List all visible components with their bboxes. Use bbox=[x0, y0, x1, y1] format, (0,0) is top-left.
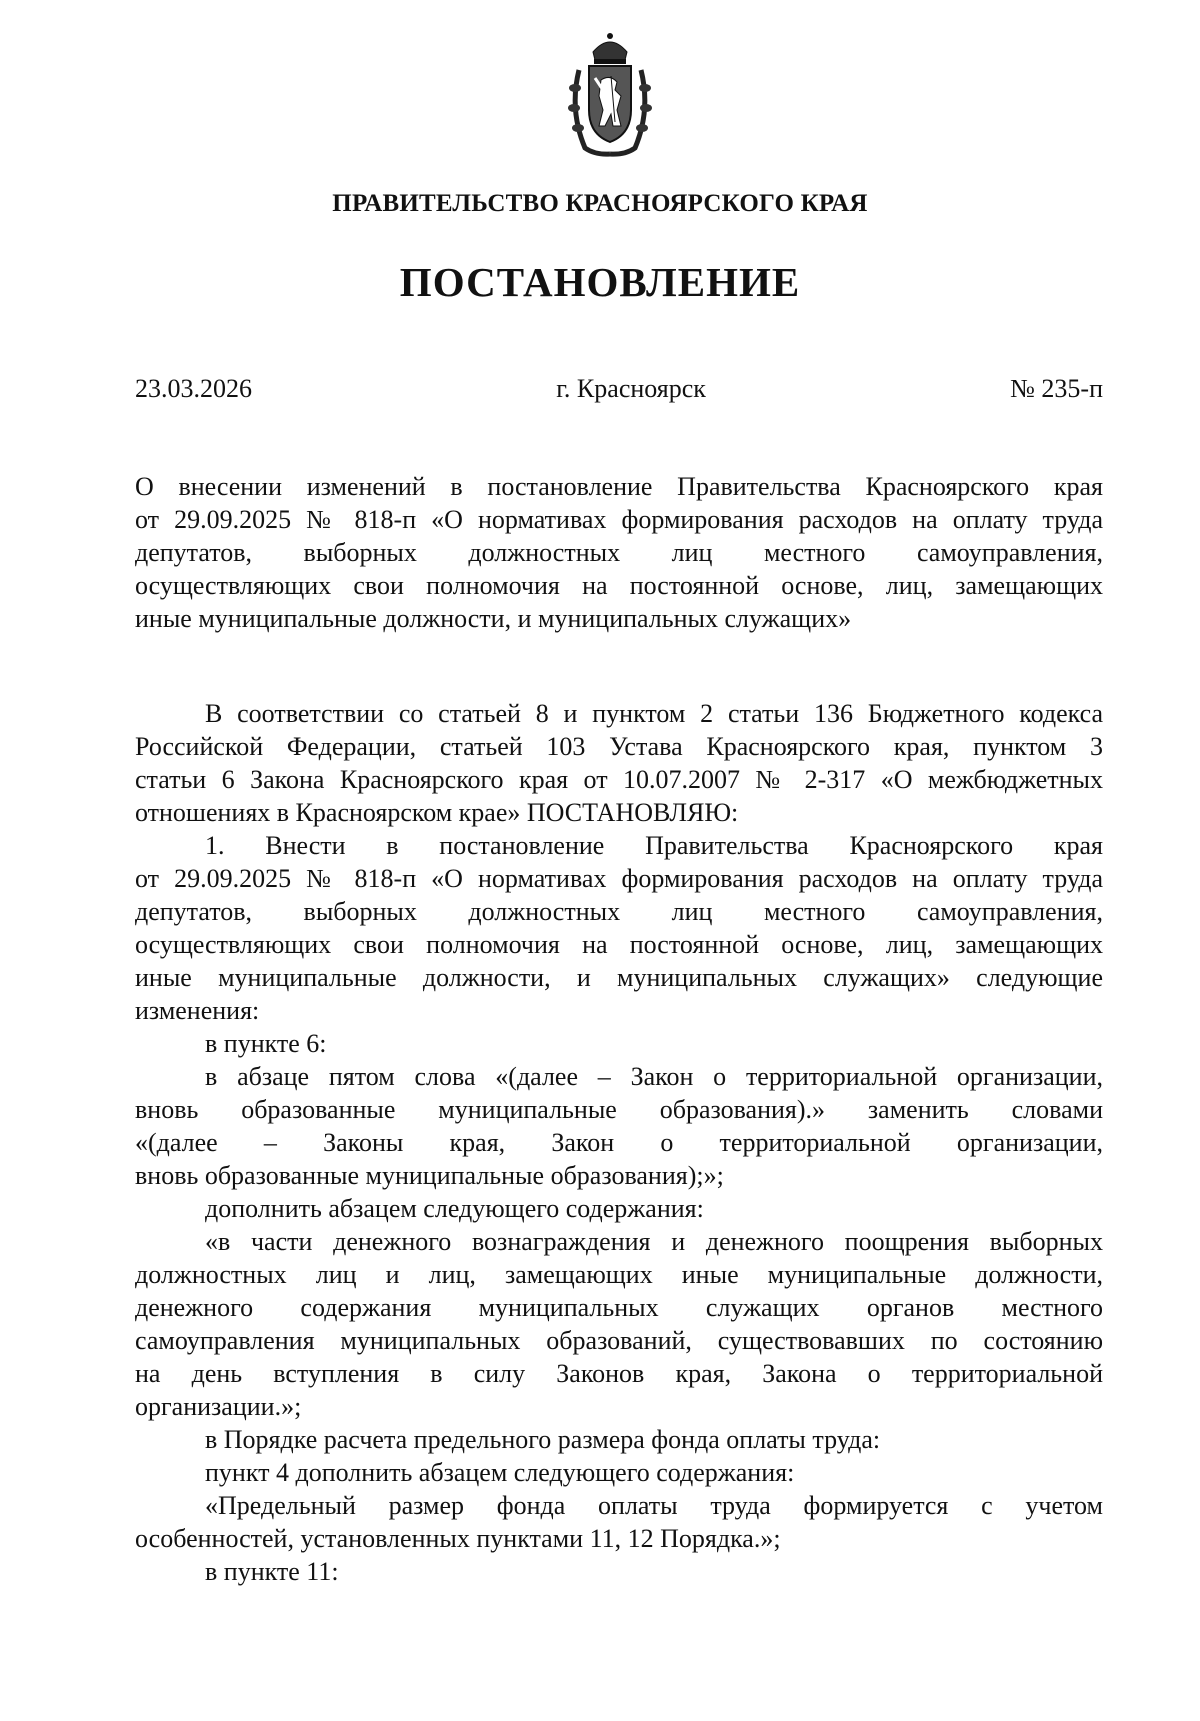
organization-title: ПРАВИТЕЛЬСТВО КРАСНОЯРСКОГО КРАЯ bbox=[332, 190, 868, 217]
document-subject bbox=[135, 470, 1103, 635]
body-line: В соответствии со статьей 8 и пунктом 2 статьи 136 Бюджетного кодекса bbox=[205, 699, 1103, 728]
body-line: должностных лиц и лиц, замещающих иные муниципальные должности, bbox=[135, 1260, 1103, 1289]
body-line: депутатов, выборных должностных лиц местного самоуправления, bbox=[135, 897, 1103, 926]
body-line: на день вступления в силу Законов края, Закона о территориальной bbox=[135, 1359, 1103, 1388]
document-number: № 235-п bbox=[1010, 374, 1103, 403]
subject-line: иные муниципальные должности, и муниципальных служащих» bbox=[135, 604, 852, 633]
body-line: «Предельный размер фонда оплаты труда формируется с учетом bbox=[205, 1491, 1103, 1520]
body-line: особенностей, установленных пунктами 11, 12 Порядка.»; bbox=[135, 1524, 781, 1553]
body-line: отношениях в Красноярском крае» ПОСТАНОВЛЯЮ: bbox=[135, 798, 739, 827]
body-line: от 29.09.2025 № 818-п «О нормативах формирования расходов на оплату труда bbox=[135, 864, 1103, 893]
body-line: вновь образованные муниципальные образования).» заменить словами bbox=[135, 1095, 1103, 1124]
body-line: денежного содержания муниципальных служащих органов местного bbox=[135, 1293, 1103, 1322]
document-meta bbox=[135, 374, 1103, 404]
subject-line: депутатов, выборных должностных лиц местного самоуправления, bbox=[135, 538, 1103, 567]
body-line: пункт 4 дополнить абзацем следующего содержания: bbox=[205, 1458, 795, 1487]
body-line: статьи 6 Закона Красноярского края от 10.07.2007 № 2-317 «О межбюджетных bbox=[135, 765, 1103, 794]
body-line: в Порядке расчета предельного размера фонда оплаты труда: bbox=[205, 1425, 881, 1454]
subject-line: осуществляющих свои полномочия на постоянной основе, лиц, замещающих bbox=[135, 571, 1103, 600]
body-line: в пункте 6: bbox=[205, 1029, 327, 1058]
document-date: 23.03.2026 bbox=[135, 374, 252, 403]
body-line: в абзаце пятом слова «(далее – Закон о территориальной организации, bbox=[205, 1062, 1103, 1091]
body-line: Российской Федерации, статьей 103 Устава Красноярского края, пунктом 3 bbox=[135, 732, 1103, 761]
subject-line: от 29.09.2025 № 818-п «О нормативах формирования расходов на оплату труда bbox=[135, 505, 1103, 534]
body-line: самоуправления муниципальных образований, существовавших по состоянию bbox=[135, 1326, 1103, 1355]
document-city: г. Красноярск bbox=[556, 374, 706, 403]
body-line: осуществляющих свои полномочия на постоянной основе, лиц, замещающих bbox=[135, 930, 1103, 959]
body-line: «в части денежного вознаграждения и денежного поощрения выборных bbox=[205, 1227, 1103, 1256]
body-line: «(далее – Законы края, Закон о территориальной организации, bbox=[135, 1128, 1103, 1157]
body-line: организации.»; bbox=[135, 1392, 302, 1421]
body-line: в пункте 11: bbox=[205, 1557, 339, 1586]
body-line: изменения: bbox=[135, 996, 260, 1025]
subject-line: О внесении изменений в постановление Правительства Красноярского края bbox=[135, 472, 1103, 501]
body-line: иные муниципальные должности, и муниципальных служащих» следующие bbox=[135, 963, 1103, 992]
body-line: вновь образованные муниципальные образования);»; bbox=[135, 1161, 724, 1190]
coat-of-arms-icon bbox=[565, 30, 655, 160]
document-type-title: ПОСТАНОВЛЕНИЕ bbox=[399, 259, 801, 305]
body-line: дополнить абзацем следующего содержания: bbox=[205, 1194, 704, 1223]
document-body bbox=[135, 697, 1103, 1588]
body-line: 1. Внести в постановление Правительства Красноярского края bbox=[205, 831, 1103, 860]
